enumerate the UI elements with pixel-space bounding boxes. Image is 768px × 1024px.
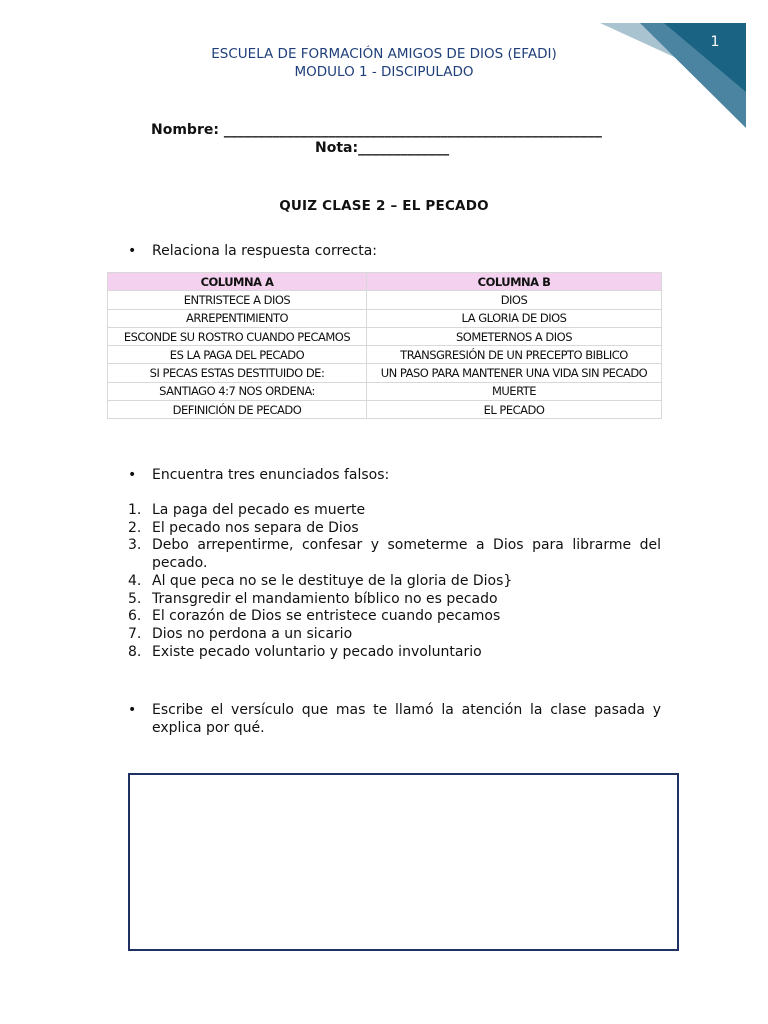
statement-text: Dios no perdona a un sicario bbox=[152, 625, 353, 642]
statement-text: El corazón de Dios se entristece cuando pecamos bbox=[152, 608, 501, 625]
answer-box[interactable] bbox=[128, 773, 679, 951]
statements-list bbox=[128, 502, 661, 661]
statement-text: Transgredir el mandamiento bíblico no es pecado bbox=[152, 590, 498, 607]
header-module: MODULO 1 - DISCIPULADO bbox=[294, 64, 474, 80]
quiz-title: QUIZ CLASE 2 – EL PECADO bbox=[279, 198, 489, 214]
column-b-cell: MUERTE bbox=[367, 382, 662, 400]
header-school-name: ESCUELA DE FORMACIÓN AMIGOS DE DIOS (EFADI) bbox=[211, 46, 557, 62]
table-row bbox=[108, 346, 662, 364]
table-row bbox=[108, 364, 662, 382]
bullet-icon: • bbox=[128, 702, 137, 718]
column-a-cell: SI PECAS ESTAS DESTITUIDO DE: bbox=[108, 364, 367, 382]
column-b-cell: SOMETERNOS A DIOS bbox=[367, 327, 662, 345]
table-header-row bbox=[108, 273, 662, 291]
grade-blank: _____________ bbox=[358, 140, 450, 156]
grade-field-line bbox=[315, 140, 449, 156]
column-b-cell: UN PASO PARA MANTENER UNA VIDA SIN PECADO bbox=[367, 364, 662, 382]
bullet-icon: • bbox=[128, 243, 137, 259]
list-item: 5. Transgredir el mandamiento bíblico no es pecado bbox=[128, 590, 498, 607]
list-item: 1. La paga del pecado es muerte bbox=[128, 502, 366, 518]
bullet-icon: • bbox=[128, 467, 137, 483]
document-header bbox=[0, 45, 768, 81]
column-a-cell: ARREPENTIMIENTO bbox=[108, 309, 367, 327]
column-a-header: COLUMNA A bbox=[108, 273, 367, 291]
list-item: 6. El corazón de Dios se entristece cuando pecamos bbox=[128, 608, 501, 625]
list-item: 4. Al que peca no se le destituye de la gloria de Dios} bbox=[128, 572, 513, 589]
name-field-line bbox=[151, 122, 602, 138]
table-row bbox=[108, 291, 662, 309]
column-a-cell: DEFINICIÓN DE PECADO bbox=[108, 401, 367, 419]
column-b-cell: DIOS bbox=[367, 291, 662, 309]
column-a-cell: ENTRISTECE A DIOS bbox=[108, 291, 367, 309]
column-a-cell: ES LA PAGA DEL PECADO bbox=[108, 346, 367, 364]
table-row bbox=[108, 309, 662, 327]
column-b-cell: EL PECADO bbox=[367, 401, 662, 419]
list-item: 8. Existe pecado voluntario y pecado involuntario bbox=[128, 643, 482, 660]
column-a-cell: ESCONDE SU ROSTRO CUANDO PECAMOS bbox=[108, 327, 367, 345]
table-row bbox=[108, 327, 662, 345]
column-b-header: COLUMNA B bbox=[367, 273, 662, 291]
list-item: 3. Debo arrepentirme, confesar y someterme a Dios para librarme del pecado. bbox=[128, 537, 661, 572]
list-item: 7. Dios no perdona a un sicario bbox=[128, 625, 353, 642]
grade-label: Nota: bbox=[315, 140, 359, 156]
statement-text: Existe pecado voluntario y pecado involuntario bbox=[152, 643, 482, 660]
instruction-text: Encuentra tres enunciados falsos: bbox=[152, 467, 390, 483]
name-label: Nombre: bbox=[151, 122, 219, 138]
table-row bbox=[108, 401, 662, 419]
statement-text: El pecado nos separa de Dios bbox=[152, 519, 359, 536]
statement-text: La paga del pecado es muerte bbox=[152, 502, 366, 518]
column-b-cell: LA GLORIA DE DIOS bbox=[367, 309, 662, 327]
list-item: 2. El pecado nos separa de Dios bbox=[128, 519, 359, 536]
column-b-cell: TRANSGRESIÓN DE UN PRECEPTO BIBLICO bbox=[367, 346, 662, 364]
page-number: 1 bbox=[710, 34, 720, 50]
statement-text: Al que peca no se le destituye de la gloria de Dios} bbox=[152, 572, 513, 589]
statement-text: Debo arrepentirme, confesar y someterme a Dios para librarme del pecado. bbox=[152, 537, 661, 572]
matching-table bbox=[107, 272, 662, 419]
instruction-text: Relaciona la respuesta correcta: bbox=[152, 243, 378, 259]
column-a-cell: SANTIAGO 4:7 NOS ORDENA: bbox=[108, 382, 367, 400]
instruction-text: Escribe el versículo que mas te llamó la atención la clase pasada y explica por qué. bbox=[152, 702, 661, 736]
name-blank: ______________________________________________________ bbox=[223, 122, 602, 138]
table-row bbox=[108, 382, 662, 400]
